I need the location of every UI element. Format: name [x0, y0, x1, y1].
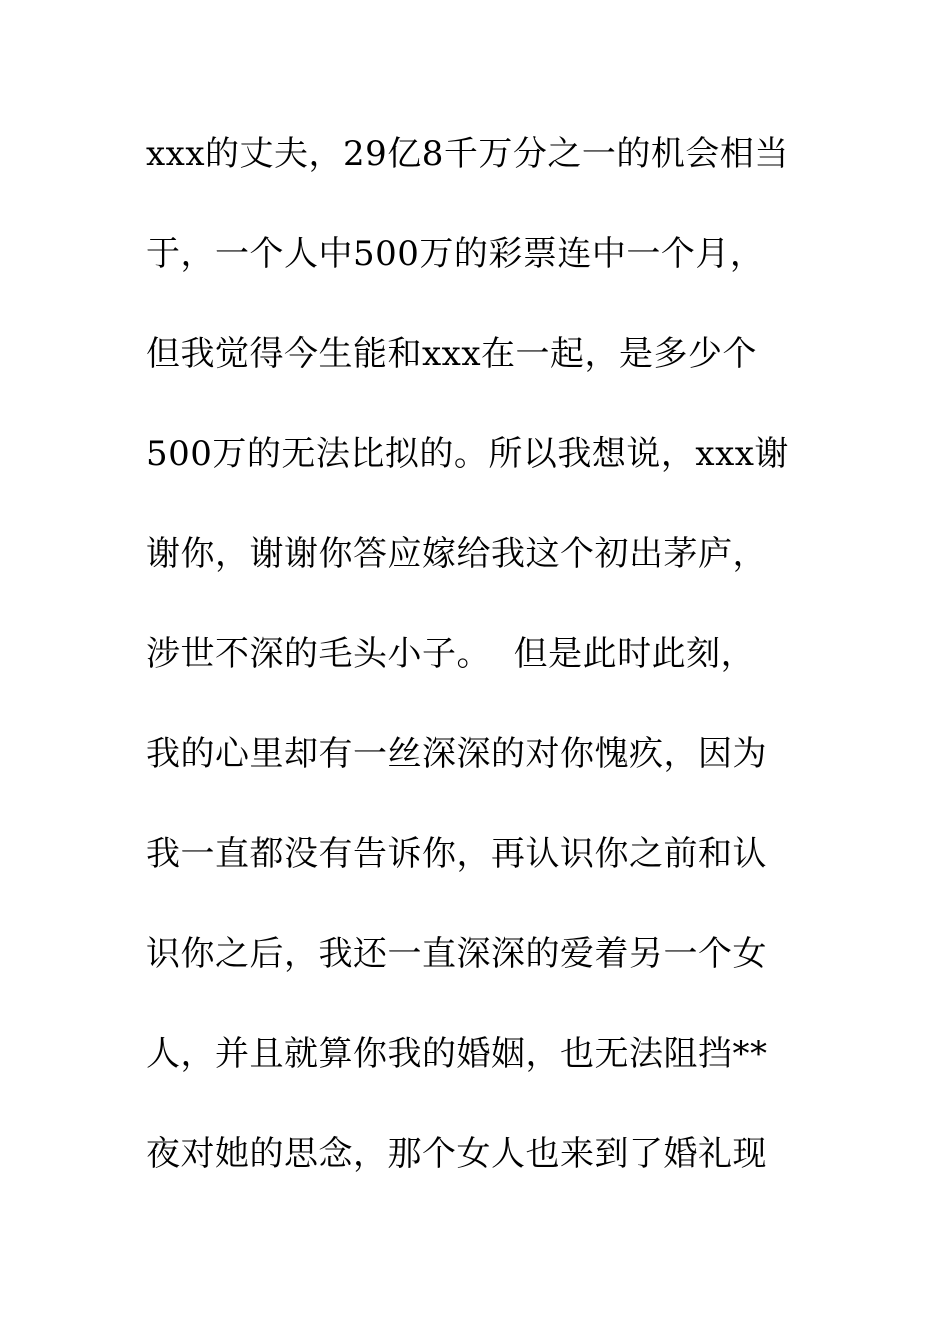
body-text	[146, 128, 826, 1228]
text-line: 谢你，谢谢你答应嫁给我这个初出茅庐，	[146, 534, 767, 574]
text-line: 人，并且就算你我的婚姻，也无法阻挡**	[146, 1034, 768, 1074]
text-line: 涉世不深的毛头小子。 但是此时此刻，	[146, 634, 756, 674]
text-line: 夜对她的思念，那个女人也来到了婚礼现	[146, 1134, 767, 1174]
text-line: xxx的丈夫，29亿8千万分之一的机会相当	[146, 134, 789, 174]
text-line: 我一直都没有告诉你，再认识你之前和认	[146, 834, 767, 874]
text-line: 识你之后，我还一直深深的爱着另一个女	[146, 934, 767, 974]
text-line: 于，一个人中500万的彩票连中一个月，	[146, 234, 765, 274]
text-line: 但我觉得今生能和xxx在一起，是多少个	[146, 334, 758, 374]
text-line: 我的心里却有一丝深深的对你愧疚，因为	[146, 734, 767, 774]
text-line: 500万的无法比拟的。所以我想说，xxx谢	[146, 434, 789, 474]
